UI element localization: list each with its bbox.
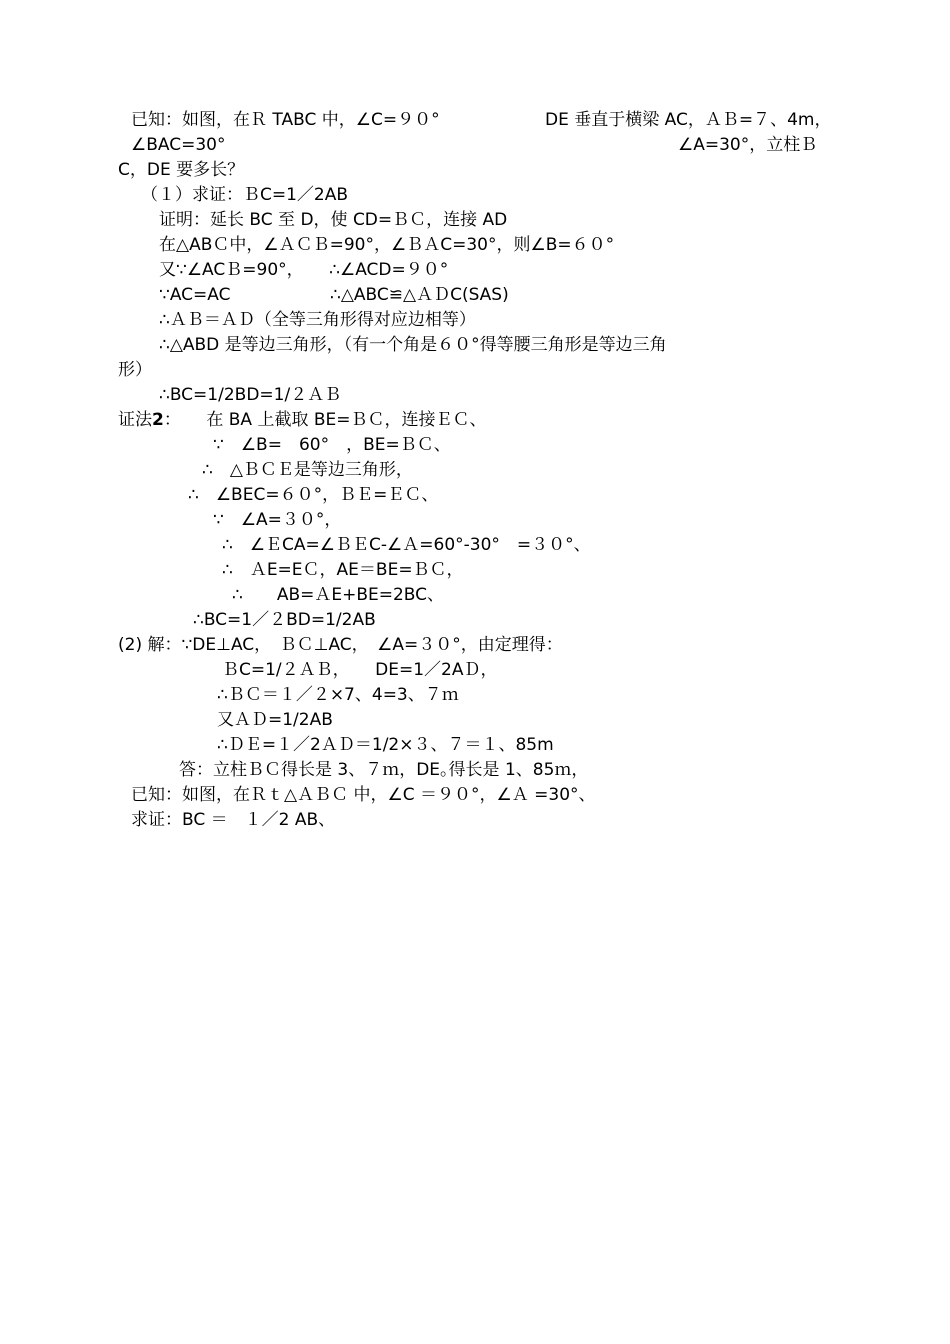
solution-step-1: ＢC=1/２ＡＢ， DE=1／2AＤ， <box>222 660 498 680</box>
proof-1-step-2: 在△ABＣ中，∠ＡＣＢ=90°，∠ＢＡC=30°，则∠B=６０° <box>159 235 615 255</box>
solution-step-4: ∴ＤＥ=１／2ＡＤ＝1/2×３、７＝１、85m <box>217 735 554 755</box>
proof-1-step-5: ∴ＡＢ＝ＡＤ（全等三角形得对应边相等） <box>159 310 476 330</box>
proof-1-step-3: 又∵∠ACＢ=90°， ∴∠ACD=９０° <box>159 260 449 280</box>
problem-question: C，DE 要多长？ <box>118 160 245 180</box>
solution-step-2: ∴ＢＣ＝１／２×7、4=3、７ｍ <box>217 685 459 705</box>
proof-1-step-1: 证明：延长 BC 至 D，使 CD=ＢＣ，连接 AD <box>159 210 508 230</box>
proof-2-step-3: ∴ △ＢＣＥ是等边三角形， <box>202 460 413 480</box>
proof-1-conclusion: ∴BC=1/2BD=1/２ＡＢ <box>159 385 342 405</box>
second-given-line: 已知：如图，在Ｒｔ△ＡＢＣ 中，∠C ＝９０°，∠Ａ =30°、 <box>131 785 596 805</box>
proof-2-step-1: ： 在 BA 上截取 BE=ＢＣ，连接ＥＣ、 <box>163 410 487 430</box>
proof-1-step-6: ∴△ABD 是等边三角形，（有一个角是６０°得等腰三角形是等边三角 <box>159 335 667 355</box>
proof-2-step-8: ∴ AB=ＡE+BE=2BC、 <box>232 585 445 605</box>
proof-1-step-6-cont: 形） <box>118 360 152 380</box>
problem-statement-line-2: ∠A=30°，立柱Ｂ <box>678 135 818 155</box>
proof-2-number: 2 <box>152 410 164 430</box>
part-1-heading: （１）求证：ＢC=1／2AB <box>141 185 349 205</box>
proof-2-label: 证法 <box>118 410 152 430</box>
proof-1-step-4b: ∴△ABC≌△ＡＤC(SAS) <box>330 285 509 305</box>
proof-2-conclusion: ∴BC=1／２BD=1/2AB <box>193 610 376 630</box>
part-2-heading: (2) 解：∵DE⊥AC， ＢＣ⊥AC， ∠A=３０°，由定理得： <box>118 635 563 655</box>
given-line-2: ∠BAC=30° <box>131 135 226 155</box>
second-prove-line: 求证：BC ＝ １／2 AB、 <box>131 810 336 830</box>
given-line-1: 已知：如图，在Ｒ TABC 中，∠C=９０° <box>131 110 440 130</box>
proof-2-step-6: ∴ ∠ＥCA=∠ＢＥC-∠Ａ=60°-30° =３０°、 <box>222 535 591 555</box>
proof-2-step-7: ∴ ＡE=EＣ，AE＝BE=ＢＣ， <box>222 560 464 580</box>
proof-2-step-4: ∴ ∠BEC=６０°，ＢＥ=ＥＣ、 <box>188 485 439 505</box>
proof-2-heading <box>118 408 487 433</box>
solution-step-3: 又ＡＤ=1/2AB <box>217 710 333 730</box>
problem-statement-line-1: DE 垂直于横梁 AC，ＡＢ=７、4m， <box>545 110 832 130</box>
proof-1-step-4a: ∵AC=AC <box>159 285 231 305</box>
answer-line: 答：立柱ＢＣ得长是 3、７ｍ，DE｡得长是 1、85ｍ， <box>179 760 589 780</box>
proof-2-step-2: ∵ ∠B= 60° ，BE=ＢＣ、 <box>213 435 451 455</box>
proof-2-step-5: ∵ ∠A=３０°， <box>213 510 342 530</box>
